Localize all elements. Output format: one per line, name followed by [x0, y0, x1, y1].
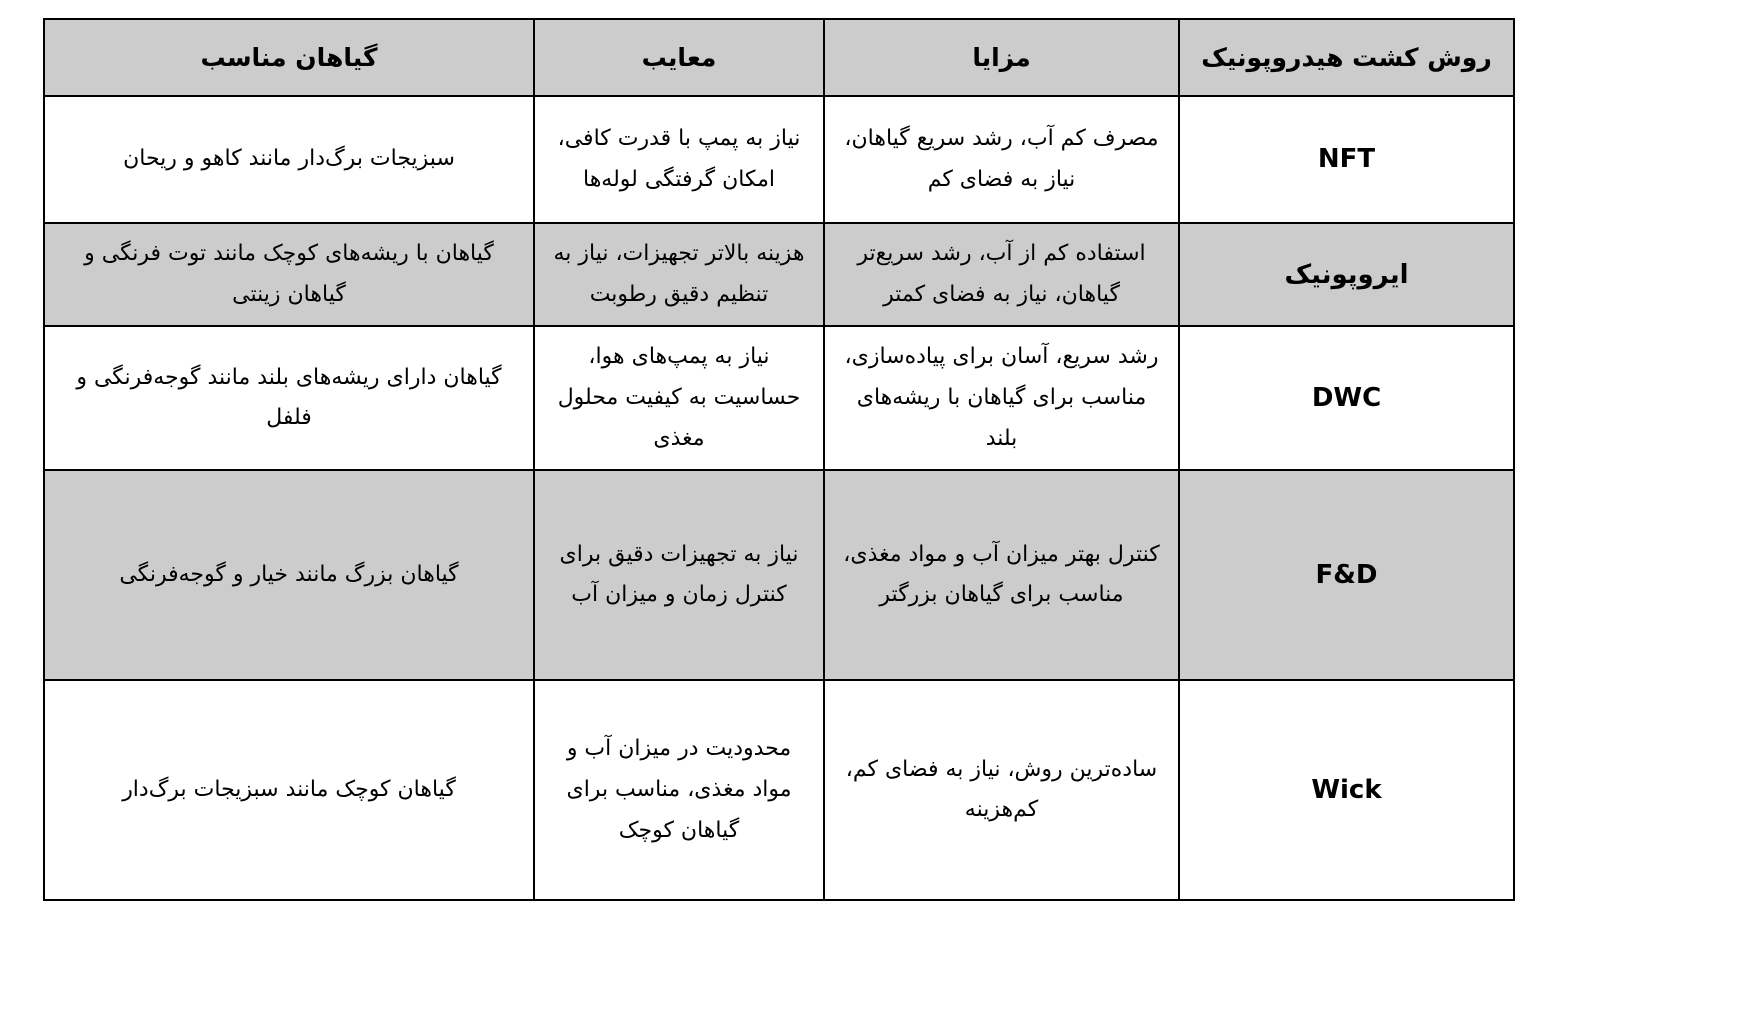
advantages-cell: مصرف کم آب، رشد سریع گیاهان، نیاز به فضای کم	[824, 96, 1179, 223]
table-row-aeroponic	[44, 223, 1514, 326]
disadvantages-cell: نیاز به تجهیزات دقیق برای کنترل زمان و میزان آب	[534, 470, 824, 680]
advantages-cell: استفاده کم از آب، رشد سریع‌تر گیاهان، نیاز به فضای کمتر	[824, 223, 1179, 326]
table-row-fd	[44, 470, 1514, 680]
hydroponic-methods-table	[43, 18, 1515, 901]
method-name: DWC	[1179, 326, 1514, 470]
disadvantages-cell: هزینه بالاتر تجهیزات، نیاز به تنظیم دقیق رطوبت	[534, 223, 824, 326]
header-row	[44, 19, 1514, 96]
disadvantages-cell: نیاز به پمپ با قدرت کافی، امکان گرفتگی لوله‌ها	[534, 96, 824, 223]
header-plants: گیاهان مناسب	[44, 19, 534, 96]
table-row-nft	[44, 96, 1514, 223]
method-name: F&D	[1179, 470, 1514, 680]
disadvantages-cell: محدودیت در میزان آب و مواد مغذی، مناسب برای گیاهان کوچک	[534, 680, 824, 900]
plants-cell: گیاهان دارای ریشه‌های بلند مانند گوجه‌فرنگی و فلفل	[44, 326, 534, 470]
plants-cell: سبزیجات برگ‌دار مانند کاهو و ریحان	[44, 96, 534, 223]
method-name: Wick	[1179, 680, 1514, 900]
header-advantages: مزایا	[824, 19, 1179, 96]
header-disadvantages: معایب	[534, 19, 824, 96]
advantages-cell: رشد سریع، آسان برای پیاده‌سازی، مناسب برای گیاهان با ریشه‌های بلند	[824, 326, 1179, 470]
advantages-cell: ساده‌ترین روش، نیاز به فضای کم، کم‌هزینه	[824, 680, 1179, 900]
table-row-dwc	[44, 326, 1514, 470]
header-method: روش کشت هیدروپونیک	[1179, 19, 1514, 96]
plants-cell: گیاهان بزرگ مانند خیار و گوجه‌فرنگی	[44, 470, 534, 680]
method-name: ایروپونیک	[1179, 223, 1514, 326]
method-name: NFT	[1179, 96, 1514, 223]
advantages-cell: کنترل بهتر میزان آب و مواد مغذی، مناسب برای گیاهان بزرگتر	[824, 470, 1179, 680]
disadvantages-cell: نیاز به پمپ‌های هوا، حساسیت به کیفیت محلول مغذی	[534, 326, 824, 470]
plants-cell: گیاهان کوچک مانند سبزیجات برگ‌دار	[44, 680, 534, 900]
plants-cell: گیاهان با ریشه‌های کوچک مانند توت فرنگی و گیاهان زینتی	[44, 223, 534, 326]
table-row-wick	[44, 680, 1514, 900]
